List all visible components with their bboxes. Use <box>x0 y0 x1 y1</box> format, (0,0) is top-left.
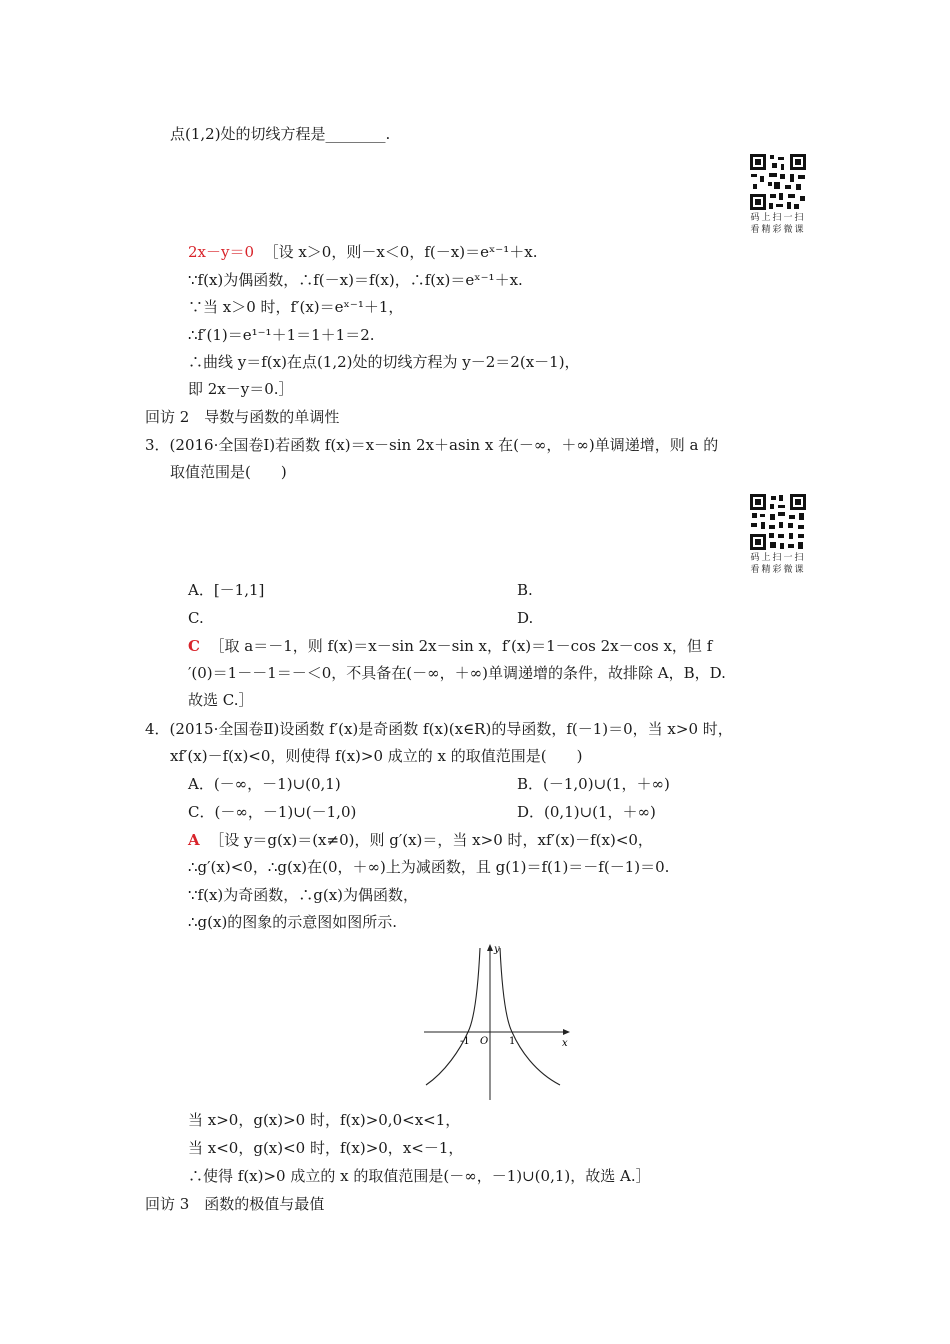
q4-option-a: A．(－∞，－1)∪(0,1) <box>188 775 341 793</box>
section-2-title: 回访 2 导数与函数的单调性 <box>145 408 340 426</box>
qr-caption-1: 码上扫一扫 <box>750 213 806 223</box>
section-3-title: 回访 3 函数的极值与最值 <box>145 1195 325 1213</box>
q4-explanation-line5: 当 x>0，g(x)>0 时，f(x)>0,0<x<1， <box>188 1111 461 1129</box>
q2-answer-line1: 2x－y＝0 ［设 x＞0，则－x＜0，f(－x)＝eˣ⁻¹＋x. <box>188 243 538 261</box>
y-axis-label: y <box>494 944 500 955</box>
q3-stem-line2: 取值范围是( ) <box>170 463 287 481</box>
q3-explanation-line3: 故选 C.］ <box>188 691 254 709</box>
qr-caption-1: 码上扫一扫 <box>750 553 806 563</box>
question-stem-tail: 点(1,2)处的切线方程是________. <box>170 125 391 143</box>
q2-answer-line6: 即 2x－y＝0.］ <box>188 380 294 398</box>
q4-explanation-line6: 当 x<0，g(x)<0 时，f(x)>0，x<－1， <box>188 1139 464 1157</box>
q3-option-b: B. <box>517 581 533 599</box>
q3-option-a: A．[－1,1] <box>188 581 265 599</box>
q4-stem-line1: 4．(2015·全国卷Ⅱ)设函数 f′(x)是奇函数 f(x)(x∈R)的导函数，f(－1)＝0，当 x>0 时， <box>145 720 733 738</box>
curve-right-branch <box>500 948 560 1085</box>
x-axis-arrow-icon <box>563 1029 570 1035</box>
qr-code-icon <box>748 492 808 552</box>
q2-answer-line5: ∴曲线 y＝f(x)在点(1,2)处的切线方程为 y－2＝2(x－1)， <box>188 353 580 371</box>
q4-explanation-line3: ∵f(x)为奇函数，∴g(x)为偶函数， <box>188 886 419 904</box>
qr-caption-2: 看精彩微课 <box>750 565 806 575</box>
q4-explanation-line2: ∴g′(x)<0，∴g(x)在(0，＋∞)上为减函数，且 g(1)＝f(1)＝－f(－1)＝0. <box>188 858 670 876</box>
q3-option-d: D. <box>517 609 534 627</box>
qr-code-block[interactable] <box>748 492 808 576</box>
q2-answer-line2: ∵f(x)为偶函数，∴f(－x)＝f(x)，∴f(x)＝eˣ⁻¹＋x. <box>188 271 523 289</box>
q3-explanation-line2: ′(0)＝1－－1＝－＜0，不具备在(－∞，＋∞)单调递增的条件，故排除 A，B，D. <box>188 664 726 682</box>
q4-option-b: B．(－1,0)∪(1，＋∞) <box>517 775 670 793</box>
origin-label: O <box>480 1036 489 1047</box>
qr-code-block[interactable] <box>748 152 808 236</box>
q4-stem-line2: xf′(x)－f(x)<0，则使得 f(x)>0 成立的 x 的取值范围是( ) <box>170 747 583 765</box>
tick-neg-one: -1 <box>460 1036 470 1047</box>
tick-one: 1 <box>509 1036 516 1047</box>
curve-left-branch <box>426 948 480 1085</box>
q4-answer: A <box>188 831 200 849</box>
qr-caption-2: 看精彩微课 <box>750 225 806 235</box>
qr-code-icon <box>748 152 808 212</box>
q4-option-d: D．(0,1)∪(1，＋∞) <box>517 803 656 821</box>
q4-option-c: C．(－∞，－1)∪(－1,0) <box>188 803 357 821</box>
q2-answer-line4: ∴f′(1)＝e¹⁻¹＋1＝1＋1＝2. <box>188 326 375 344</box>
function-graph <box>420 940 580 1104</box>
q3-answer: C <box>188 637 200 655</box>
graph-svg <box>420 940 580 1100</box>
q2-answer: 2x－y＝0 <box>188 243 255 261</box>
q4-explanation-line1: A ［设 y＝g(x)＝(x≠0)，则 g′(x)＝，当 x>0 时，xf′(x)－f(x)<0， <box>188 831 653 849</box>
q2-answer-line3: ∵当 x＞0 时，f′(x)＝eˣ⁻¹＋1， <box>188 298 404 316</box>
x-axis-label: x <box>562 1038 568 1049</box>
q4-explanation-line4: ∴g(x)的图象的示意图如图所示. <box>188 913 398 931</box>
q3-option-c: C. <box>188 609 204 627</box>
q3-explanation-line1: C ［取 a＝－1，则 f(x)＝x－sin 2x－sin x，f′(x)＝1－cos 2x－cos x，但 f <box>188 637 713 655</box>
y-axis-arrow-icon <box>487 944 493 951</box>
q4-explanation-line7: ∴使得 f(x)>0 成立的 x 的取值范围是(－∞，－1)∪(0,1)，故选 A.］ <box>188 1167 651 1185</box>
q3-stem-line1: 3．(2016·全国卷Ⅰ)若函数 f(x)＝x－sin 2x＋asin x 在(－∞，＋∞)单调递增，则 a 的 <box>145 436 719 454</box>
